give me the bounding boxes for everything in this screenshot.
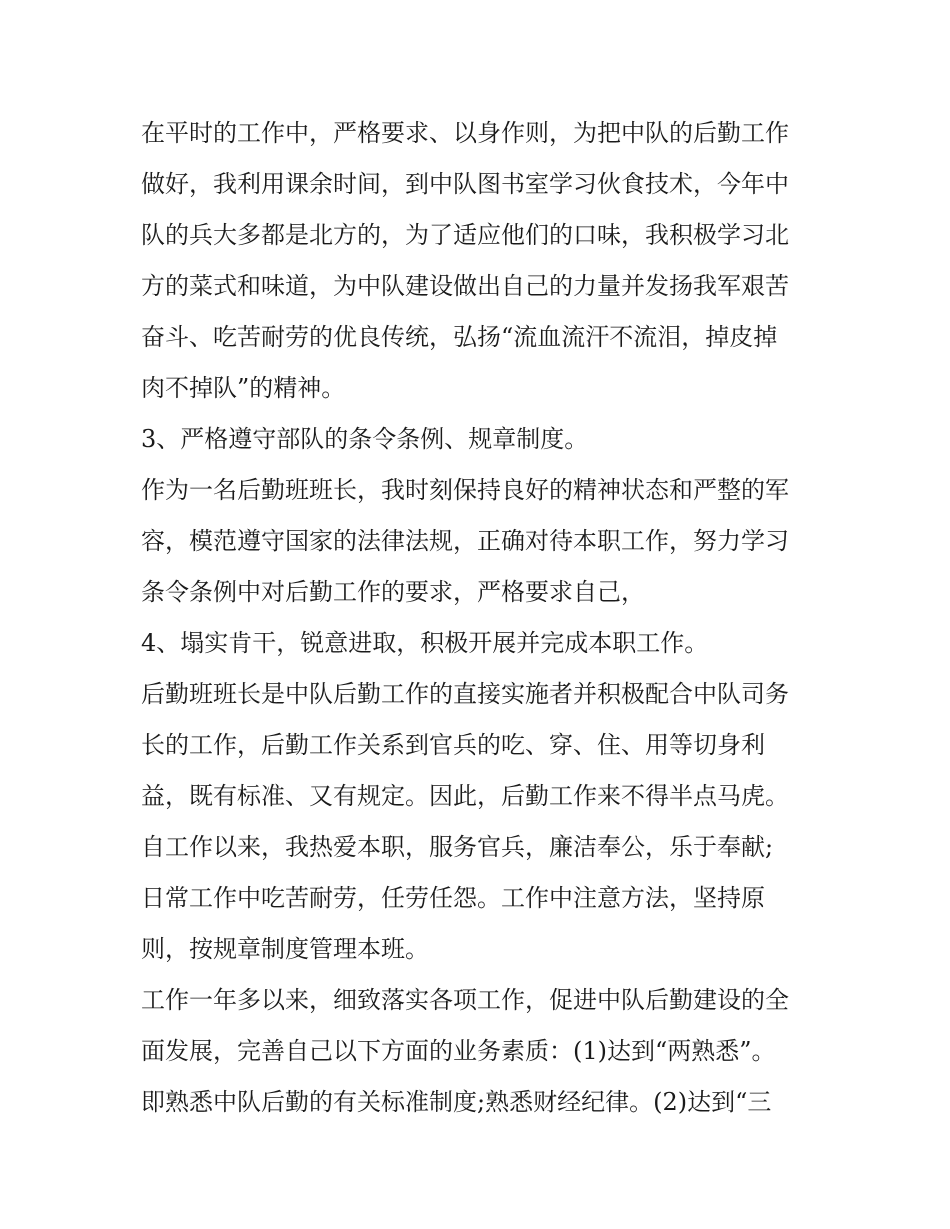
text-line: 后勤班班长是中队后勤工作的直接实施者并积极配合中队司务 xyxy=(141,680,789,708)
section-heading-3: 3、严格遵守部队的条令条例、规章制度。 xyxy=(141,425,589,453)
text-line: 面发展，完善自己以下方面的业务素质：(1)达到“两熟悉”。 xyxy=(141,1037,776,1065)
section-heading-4: 4、塌实肯干，锐意进取，积极开展并完成本职工作。 xyxy=(141,629,709,657)
text-line: 在平时的工作中，严格要求、以身作则，为把中队的后勤工作 xyxy=(141,119,789,147)
text-line: 日常工作中吃苦耐劳，任劳任怨。工作中注意方法，坚持原 xyxy=(141,884,765,912)
document-body xyxy=(141,108,821,1128)
text-line: 方的菜式和味道，为中队建设做出自己的力量并发扬我军艰苦 xyxy=(141,272,789,300)
text-line: 长的工作，后勤工作关系到官兵的吃、穿、住、用等切身利 xyxy=(141,731,765,759)
text-line: 即熟悉中队后勤的有关标准制度;熟悉财经纪律。(2)达到“三 xyxy=(141,1088,772,1116)
text-line: 肉不掉队”的精神。 xyxy=(141,374,346,402)
text-line: 容，模范遵守国家的法律法规，正确对待本职工作，努力学习 xyxy=(141,527,789,555)
text-line: 队的兵大多都是北方的，为了适应他们的口味，我积极学习北 xyxy=(141,221,789,249)
text-line: 做好，我利用课余时间，到中队图书室学习伙食技术，今年中 xyxy=(141,170,789,198)
text-line: 奋斗、吃苦耐劳的优良传统，弘扬“流血流汗不流泪，掉皮掉 xyxy=(141,323,778,351)
text-line: 则，按规章制度管理本班。 xyxy=(141,935,429,963)
text-line: 工作一年多以来，细致落实各项工作，促进中队后勤建设的全 xyxy=(141,986,789,1014)
text-line: 自工作以来，我热爱本职，服务官兵，廉洁奉公，乐于奉献; xyxy=(141,833,774,861)
text-line: 条令条例中对后勤工作的要求，严格要求自己， xyxy=(141,578,645,606)
text-line: 作为一名后勤班班长，我时刻保持良好的精神状态和严整的军 xyxy=(141,476,789,504)
text-line: 益，既有标准、又有规定。因此，后勤工作来不得半点马虎。 xyxy=(141,782,789,810)
